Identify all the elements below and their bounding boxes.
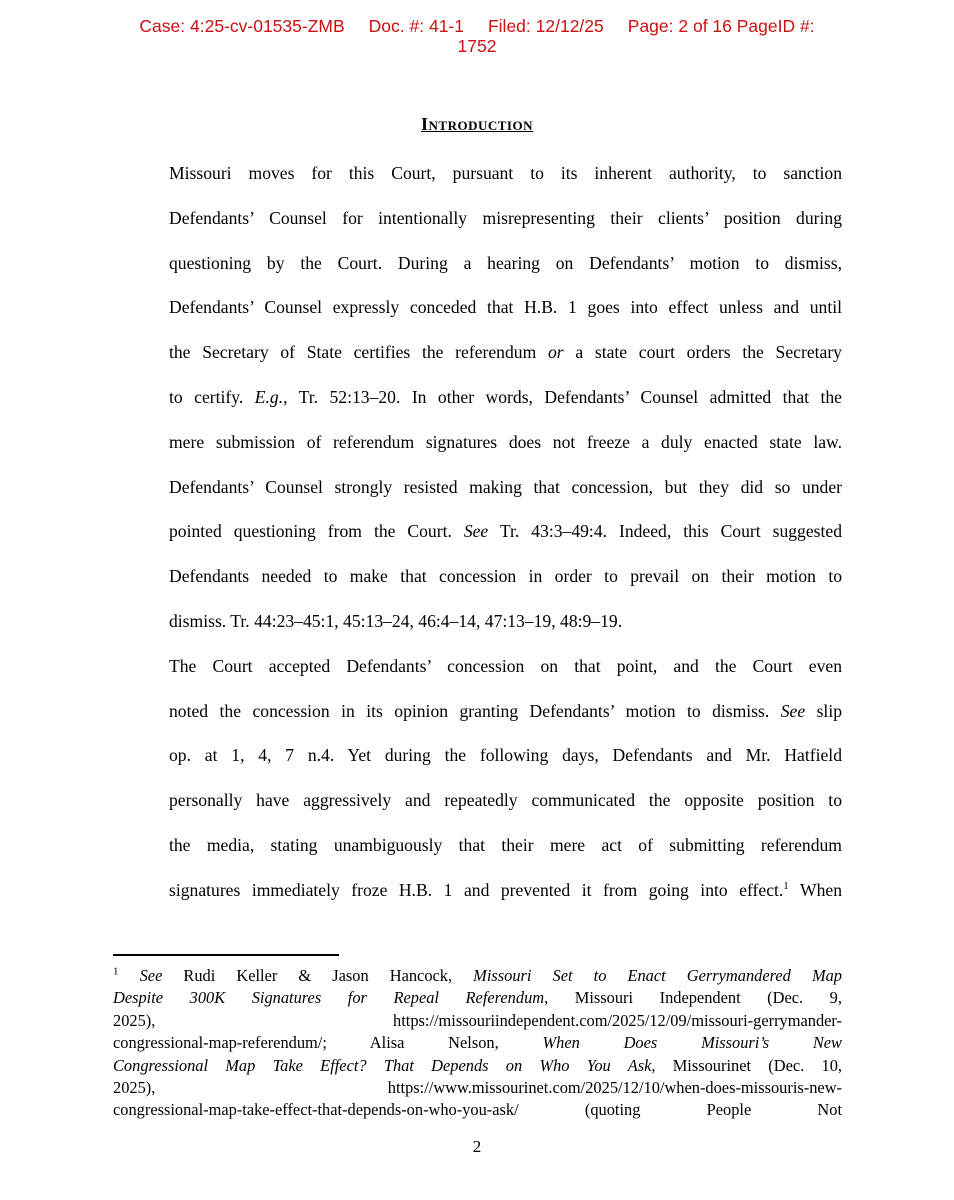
- footnote-ref[interactable]: 1: [783, 879, 789, 892]
- section-heading: Introduction: [421, 114, 533, 134]
- text-line: Defendants needed to make that concession in order to prevail on their motion to: [169, 566, 842, 587]
- paragraph-2: [113, 644, 842, 913]
- footnote-line: congressional-map-referendum/; Alisa Nelson, When Does Missouri’s New: [113, 1033, 842, 1053]
- text-line: signatures immediately froze H.B. 1 and prevented it from going into effect.$^1$ When: [169, 879, 842, 900]
- footnote-line: Congressional Map Take Effect? That Depends on Who You Ask, Missourinet (Dec. 10,: [113, 1055, 842, 1075]
- paragraph-1: [113, 151, 842, 644]
- text-line: noted the concession in its opinion granting Defendants’ motion to dismiss. See slip: [169, 700, 842, 721]
- body-text: [113, 151, 842, 913]
- footnote-1: [113, 965, 842, 1122]
- text-line: the Secretary of State certifies the referendum or a state court orders the Secretary: [169, 342, 842, 363]
- footnote-link[interactable]: https://www.missourinet.com/2025/12/10/when-does-missouris-new-: [387, 1078, 842, 1098]
- page-number: 2: [472, 1137, 482, 1156]
- text-line: mere submission of referendum signatures does not freeze a duly enacted state law.: [169, 431, 842, 452]
- case-header: [90, 16, 864, 56]
- footnote-link[interactable]: congressional-map-take-effect-that-depends-on-who-you-ask/: [113, 1100, 519, 1120]
- footnote-line: congressional-map-take-effect-that-depends-on-who-you-ask/ (quoting People Not: [113, 1100, 842, 1120]
- text-line: pointed questioning from the Court. See Tr. 43:3–49:4. Indeed, this Court suggested: [169, 521, 842, 542]
- page-id: 1752: [457, 36, 497, 56]
- text-line: questioning by the Court. During a hearing on Defendants’ motion to dismiss,: [169, 252, 842, 273]
- case-number: Case: 4:25-cv-01535-ZMB: [139, 16, 345, 36]
- text-line: Missouri moves for this Court, pursuant to its inherent authority, to sanction: [169, 163, 842, 183]
- text-line: to certify. E.g., Tr. 52:13–20. In other words, Defendants’ Counsel admitted that the: [169, 386, 842, 407]
- footnote-divider: [113, 954, 339, 956]
- footnote-line: $^1$ See Rudi Keller & Jason Hancock, Missouri Set to Enact Gerrymandered Map: [113, 965, 842, 985]
- text-line: the media, stating unambiguously that their mere act of submitting referendum: [169, 834, 842, 855]
- doc-number: Doc. #: 41-1: [368, 16, 464, 36]
- footnote-line: 2025), https://missouriindependent.com/2025/12/09/missouri-gerrymander-: [113, 1010, 842, 1030]
- text-line: dismiss. Tr. 44:23–45:1, 45:13–24, 46:4–14, 47:13–19, 48:9–19.: [169, 610, 623, 631]
- text-line: personally have aggressively and repeatedly communicated the opposite position to: [169, 790, 842, 811]
- footnote-marker: 1: [113, 965, 119, 978]
- footnote-line: Despite 300K Signatures for Repeal Referendum, Missouri Independent (Dec. 9,: [113, 988, 842, 1008]
- footnote-link[interactable]: congressional-map-referendum/;: [113, 1033, 327, 1053]
- footnote-link[interactable]: https://missouriindependent.com/2025/12/09/missouri-gerrymander-: [393, 1010, 842, 1030]
- text-line: Defendants’ Counsel expressly conceded that H.B. 1 goes into effect unless and until: [169, 297, 842, 318]
- footnote-line: 2025), https://www.missourinet.com/2025/12/10/when-does-missouris-new-: [113, 1078, 842, 1098]
- page-info: Page: 2 of 16 PageID #:: [627, 16, 815, 36]
- text-line: op. at 1, 4, 7 n.4. Yet during the following days, Defendants and Mr. Hatfield: [169, 745, 842, 766]
- filed-date: Filed: 12/12/25: [487, 16, 604, 36]
- text-line: Defendants’ Counsel for intentionally misrepresenting their clients’ position during: [169, 207, 842, 228]
- text-line: The Court accepted Defendants’ concession on that point, and the Court even: [169, 655, 842, 676]
- text-line: Defendants’ Counsel strongly resisted making that concession, but they did so under: [169, 476, 842, 497]
